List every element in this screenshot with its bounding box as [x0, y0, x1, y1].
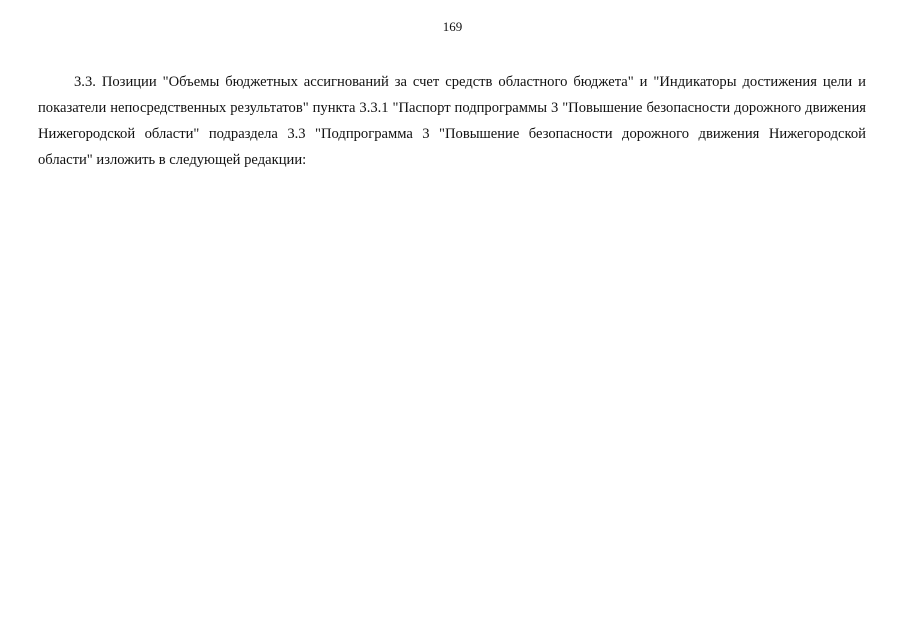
page-number: 169 — [442, 19, 463, 34]
body-paragraph: 3.3. Позиции "Объемы бюджетных ассигнований за счет средств областного бюджета" и "Индикаторы достижения цели и показатели непосредственных результатов" пункта 3.3.1 "Паспорт подпрограммы 3 "Повышение безопасности дорожного движения Нижегородской области" подраздела 3.3 "Подпрограмма 3 "Повышение безопасности дорожного движения Нижегородской области" изложить в следующей редакции: — [38, 74, 866, 168]
